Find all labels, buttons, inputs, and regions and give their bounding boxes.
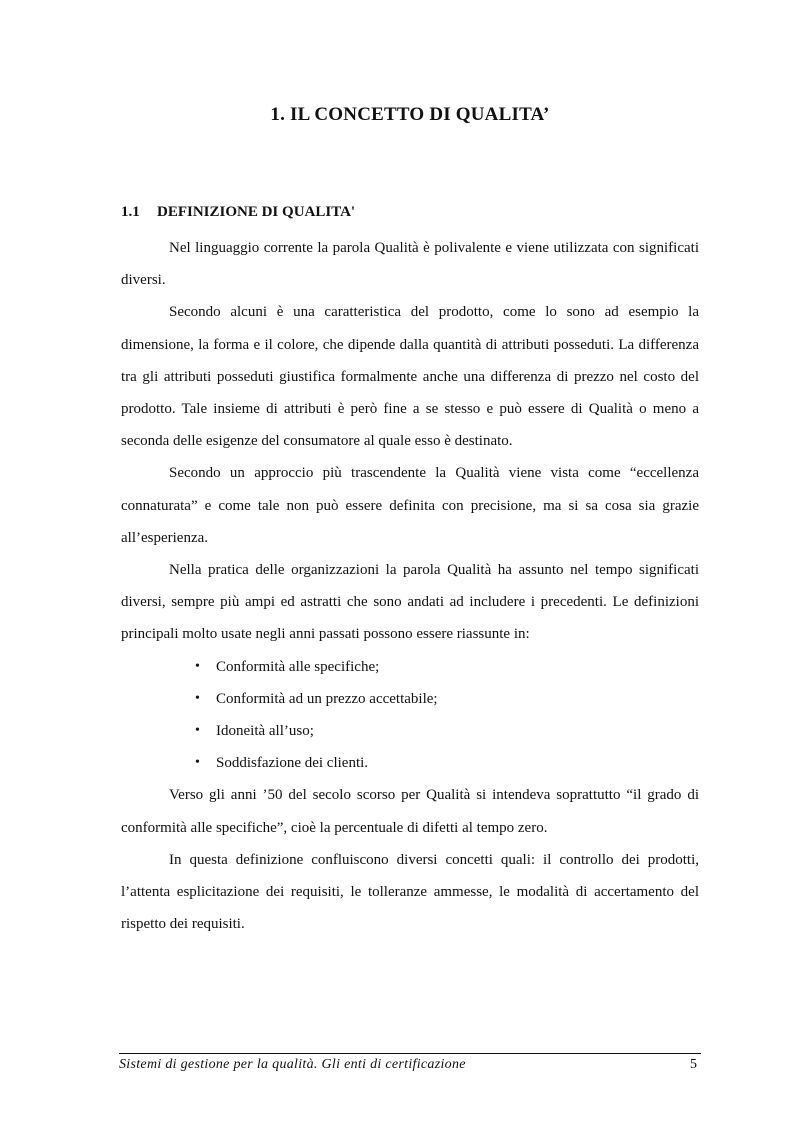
list-item bbox=[121, 683, 699, 715]
list-item-text: Idoneità all’uso; bbox=[216, 723, 314, 740]
chapter-title: 1. IL CONCETTO DI QUALITA’ bbox=[270, 104, 550, 125]
list-item bbox=[121, 747, 699, 779]
footer-rule bbox=[119, 1053, 701, 1054]
bullet-icon: • bbox=[195, 658, 200, 674]
paragraph: Secondo un approccio più trascendente la Qualità viene vista come “eccellenza connaturata” e come tale non può essere definita con precisione, ma si sa cosa sia grazie all’esperienza. bbox=[121, 465, 699, 546]
paragraph: Secondo alcuni è una caratteristica del prodotto, come lo sono ad esempio la dimensione, la forma e il colore, che dipende dalla quantità di attributi posseduti. La differenza tra gli attributi posseduti giustifica formalmente anche una differenza di prezzo nel costo del prodotto. Tale insieme di attributi è però fine a se stesso e può essere di Qualità o meno a seconda delle esigenze del consumatore al quale esso è destinato. bbox=[121, 304, 699, 450]
list-item bbox=[121, 651, 699, 683]
bullet-icon: • bbox=[195, 690, 200, 706]
list-item-text: Conformità ad un prezzo accettabile; bbox=[216, 690, 438, 707]
section-number: 1.1 bbox=[121, 204, 140, 220]
bullet-icon: • bbox=[195, 723, 200, 739]
body-text bbox=[121, 232, 699, 940]
paragraph: Verso gli anni ’50 del secolo scorso per Qualità si intendeva soprattutto “il grado di conformità alle specifiche”, cioè la percentuale di difetti al tempo zero. bbox=[121, 787, 699, 836]
bullet-icon: • bbox=[195, 755, 200, 771]
list-item-text: Soddisfazione dei clienti. bbox=[216, 755, 369, 772]
paragraph: Nella pratica delle organizzazioni la parola Qualità ha assunto nel tempo significati diversi, sempre più ampi ed astratti che sono andati ad includere i precedenti. Le definizioni principali molto usate negli anni passati possono essere riassunte in: bbox=[121, 562, 699, 643]
footer-title: Sistemi di gestione per la qualità. Gli enti di certificazione bbox=[119, 1057, 466, 1072]
list-item-text: Conformità alle specifiche; bbox=[216, 658, 380, 675]
section-title: DEFINIZIONE DI QUALITA' bbox=[157, 204, 356, 220]
list-item bbox=[121, 715, 699, 747]
paragraph: In questa definizione confluiscono diversi concetti quali: il controllo dei prodotti, l’attenta esplicitazione dei requisiti, le tolleranze ammesse, le modalità di accertamento del rispetto dei requisiti. bbox=[121, 851, 699, 933]
section-heading bbox=[121, 204, 355, 221]
page-number: 5 bbox=[690, 1057, 697, 1072]
definition-list bbox=[121, 651, 699, 780]
paragraph: Nel linguaggio corrente la parola Qualità è polivalente e viene utilizzata con significati diversi. bbox=[121, 240, 699, 289]
